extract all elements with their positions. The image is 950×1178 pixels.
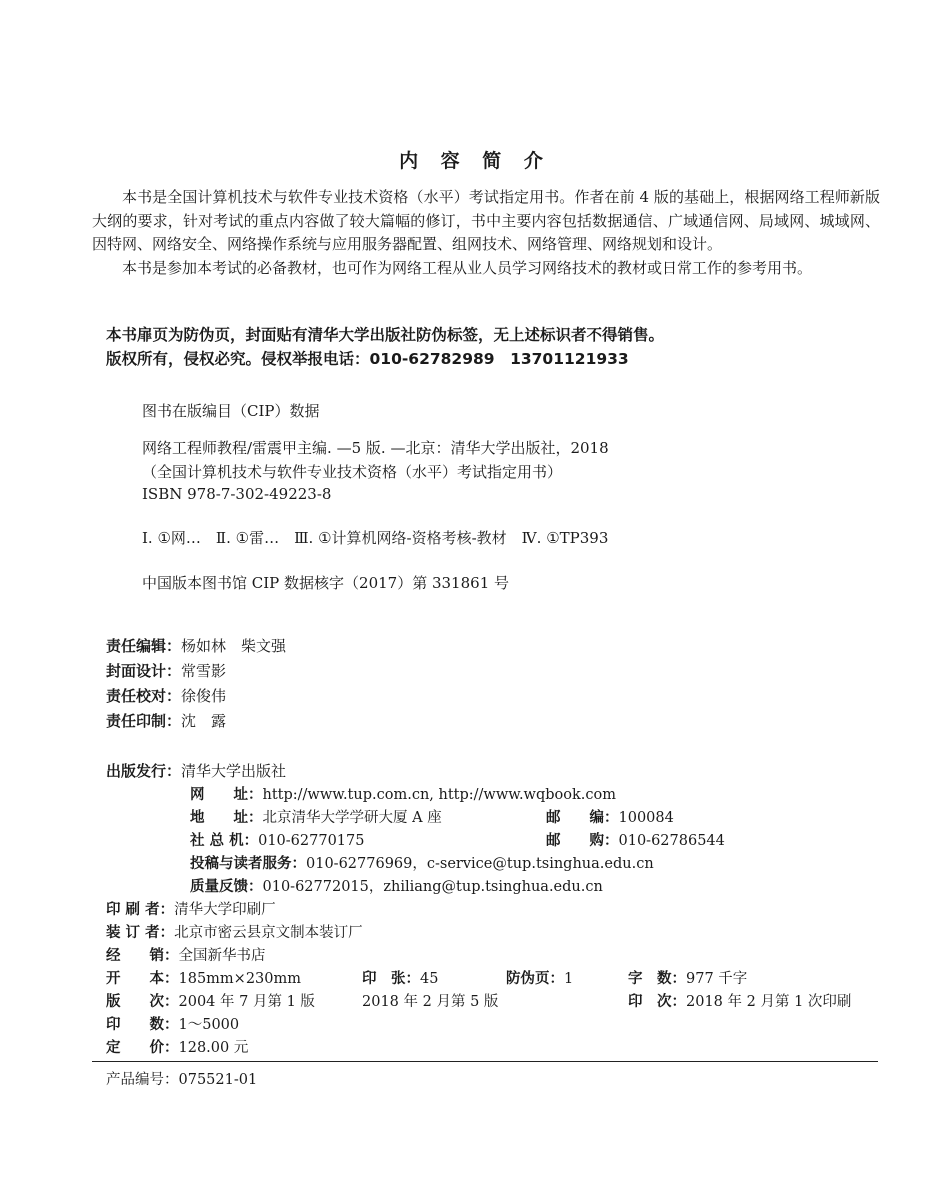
staff-label: 责任印制： [106, 712, 182, 730]
format-label: 开 本： [106, 971, 179, 987]
cip-library-number: 中国版本图书馆 CIP 数据核字（2017）第 331861 号 [142, 574, 510, 592]
switchboard-label: 社 总 机： [190, 833, 259, 849]
staff-value: 常雪影 [181, 662, 227, 680]
mail-order-value: 010-62786544 [618, 833, 725, 849]
mail-order-label: 邮 购： [546, 833, 619, 849]
copies-label: 印 数： [106, 1017, 179, 1033]
staff-row [106, 660, 226, 681]
page-title: 内 容 简 介 [399, 150, 551, 172]
address-row [190, 806, 442, 827]
mail-order-row [546, 829, 725, 850]
address-label: 地 址： [190, 810, 263, 826]
edition-label: 版 次： [106, 994, 179, 1010]
product-code-value: 075521-01 [178, 1072, 258, 1088]
printer-label: 印 刷 者： [106, 902, 175, 918]
anti-counterfeit-page-value: 1 [564, 971, 574, 987]
staff-value: 徐俊伟 [181, 687, 227, 705]
printing-value: 2018 年 2 月第 1 次印刷 [686, 994, 852, 1010]
price-row [106, 1036, 248, 1057]
staff-label: 责任编辑： [106, 637, 182, 655]
printer-value: 清华大学印刷厂 [174, 902, 276, 918]
printing-row [628, 990, 851, 1011]
publisher-label: 出版发行： [106, 762, 182, 780]
staff-row [106, 710, 226, 731]
cip-line-2: （全国计算机技术与软件专业技术资格（水平）考试指定用书） [142, 463, 563, 481]
word-count-label: 字 数： [628, 971, 686, 987]
staff-row [106, 635, 286, 656]
reader-service-label: 投稿与读者服务： [190, 856, 306, 872]
distributor-value: 全国新华书店 [178, 948, 266, 964]
staff-label: 封面设计： [106, 662, 182, 680]
binder-row [106, 921, 363, 942]
anti-counterfeit-page-row [506, 967, 573, 988]
zip-label: 邮 编： [546, 810, 619, 826]
binder-value: 北京市密云县京文制本装订厂 [174, 925, 363, 941]
cip-classification: Ⅰ. ①网… Ⅱ. ①雷… Ⅲ. ①计算机网络-资格考核-教材 Ⅳ. ①TP393 [142, 529, 609, 547]
cip-line-1: 网络工程师教程/雷震甲主编. —5 版. —北京：清华大学出版社，2018 [142, 439, 609, 457]
sheets-label: 印 张： [362, 971, 420, 987]
copies-value: 1～5000 [178, 1017, 240, 1033]
staff-label: 责任校对： [106, 687, 182, 705]
quality-feedback-row [190, 875, 603, 896]
sheets-value: 45 [420, 971, 439, 987]
intro-paragraph-1: 本书是全国计算机技术与软件专业技术资格（水平）考试指定用书。作者在前 4 版的基础上，根据网络工程师新版大纲的要求，针对考试的重点内容做了较大篇幅的修订，书中主要内容包括数据通信、广域通信网、局域网、城域网、因特网、网络安全、网络操作系统与应用服务器配置、组网技术、网络管理、网络规划和设计。 [92, 188, 880, 253]
binder-label: 装 订 者： [106, 925, 175, 941]
product-code-label: 产品编号： [106, 1072, 179, 1088]
copies-row [106, 1013, 239, 1034]
printing-label: 印 次： [628, 994, 686, 1010]
edition-current: 2018 年 2 月第 5 版 [362, 994, 499, 1010]
publisher-name: 清华大学出版社 [181, 762, 287, 780]
format-value: 185mm×230mm [178, 971, 301, 987]
publisher-row [106, 760, 286, 781]
staff-value: 杨如林 柴文强 [181, 637, 287, 655]
intro-text [92, 186, 880, 280]
anti-counterfeit-page-label: 防伪页： [506, 971, 564, 987]
zip-row [546, 806, 674, 827]
anti-counterfeit-notice: 本书扉页为防伪页，封面贴有清华大学出版社防伪标签，无上述标识者不得销售。 [106, 326, 665, 344]
staff-row [106, 685, 226, 706]
edition-first: 2004 年 7 月第 1 版 [178, 994, 315, 1010]
sheets-row [362, 967, 438, 988]
website-value: http://www.tup.com.cn, http://www.wqbook.com [262, 787, 616, 803]
quality-feedback-label: 质量反馈： [190, 879, 263, 895]
switchboard-row [190, 829, 365, 850]
distributor-row [106, 944, 266, 965]
word-count-row [628, 967, 747, 988]
price-value: 128.00 元 [178, 1040, 249, 1056]
switchboard-value: 010-62770175 [258, 833, 365, 849]
website-label: 网 址： [190, 787, 263, 803]
quality-feedback-value: 010-62772015，zhiliang@tup.tsinghua.edu.cn [262, 879, 603, 895]
word-count-value: 977 千字 [686, 971, 748, 987]
format-row [106, 967, 301, 988]
zip-value: 100084 [618, 810, 674, 826]
cip-heading: 图书在版编目（CIP）数据 [142, 402, 320, 420]
edition-row [106, 990, 315, 1011]
reader-service-value: 010-62776969，c-service@tup.tsinghua.edu.cn [306, 856, 654, 872]
website-row [190, 783, 616, 804]
copyright-notice: 版权所有，侵权必究。侵权举报电话：010-62782989 13701121933 [106, 350, 629, 368]
staff-value: 沈 露 [181, 712, 227, 730]
price-label: 定 价： [106, 1040, 179, 1056]
address-value: 北京清华大学学研大厦 A 座 [262, 810, 442, 826]
cip-isbn: ISBN 978-7-302-49223-8 [142, 485, 332, 503]
product-code-row [106, 1068, 257, 1089]
reader-service-row [190, 852, 654, 873]
intro-paragraph-2: 本书是参加本考试的必备教材，也可作为网络工程从业人员学习网络技术的教材或日常工作的参考用书。 [122, 258, 813, 277]
divider-line [92, 1061, 878, 1062]
printer-row [106, 898, 276, 919]
distributor-label: 经 销： [106, 948, 179, 964]
